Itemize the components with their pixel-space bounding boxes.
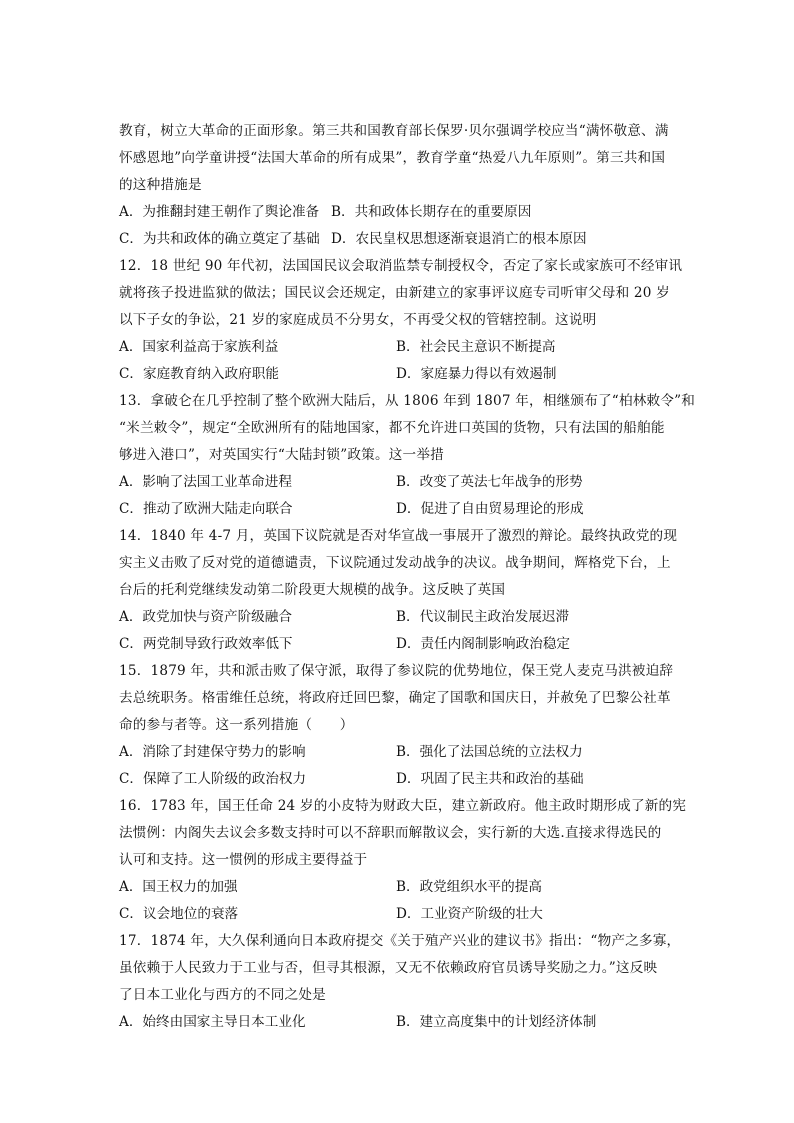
option-row xyxy=(119,874,681,901)
option-c: C．保障了工人阶级的政治权力 xyxy=(119,771,307,787)
option-d: D．家庭暴力得以有效遏制 xyxy=(396,366,557,382)
option-b: B．建立高度集中的计划经济体制 xyxy=(396,1014,597,1030)
stem-line: 去总统职务。格雷维任总统，将政府迁回巴黎，确定了国歌和国庆日，并赦免了巴黎公社革 xyxy=(119,690,671,706)
stem-line: 的这种措施是 xyxy=(119,177,202,193)
stem-line: 怀感恩地”向学童讲授“法国大革命的所有成果”，教育学童“热爱八九年原则”。第三共和国 xyxy=(119,150,666,166)
stem-line: 实主义击败了反对党的道德谴责，下议院通过发动战争的决议。战争期间，辉格党下台，上 xyxy=(119,555,671,571)
option-a: A．国王权力的加强 xyxy=(119,879,238,895)
option-row xyxy=(119,1009,681,1036)
question-17 xyxy=(119,928,681,1036)
option-b: B．政党组织水平的提高 xyxy=(396,879,542,895)
question-12 xyxy=(119,253,681,388)
stem-line: 就将孩子投进监狱的做法；国民议会还规定，由新建立的家事评议庭专司听审父母和 20 岁 xyxy=(119,285,670,301)
stem-line: 虽依赖于人民致力于工业与否，但寻其根源，又无不依赖政府官员诱导奖励之力。”这反映 xyxy=(119,960,658,976)
option-c: C．议会地位的衰落 xyxy=(119,906,239,922)
option-row xyxy=(119,361,681,388)
option-c: C．两党制导致行政效率低下 xyxy=(119,636,293,652)
question-13 xyxy=(119,388,696,523)
exam-page xyxy=(119,118,696,1036)
option-row xyxy=(119,631,681,658)
stem-line: 教育，树立大革命的正面形象。第三共和国教育部长保罗·贝尔强调学校应当“满怀敬意、满 xyxy=(119,123,669,139)
stem-line: 15．1879 年，共和派击败了保守派，取得了参议院的优势地位，保王党人麦克马洪被迫辞 xyxy=(119,663,674,679)
question-11-continuation xyxy=(119,118,681,253)
option-c: C．为共和政体的确立奠定了基础 xyxy=(119,231,320,247)
option-c: C．家庭教育纳入政府职能 xyxy=(119,366,279,382)
question-15 xyxy=(119,658,681,793)
option-b: B．社会民主意识不断提高 xyxy=(396,339,556,355)
option-d: D．农民皇权思想逐渐衰退消亡的根本原因 xyxy=(331,231,587,247)
option-d: D．巩固了民主共和政治的基础 xyxy=(396,771,584,787)
stem-line: 法惯例：内阁失去议会多数支持时可以不辞职而解散议会，实行新的大选.直接求得选民的 xyxy=(119,825,662,841)
stem-line: 了日本工业化与西方的不同之处是 xyxy=(119,987,326,1003)
stem-line: 13．拿破仑在几乎控制了整个欧洲大陆后，从 1806 年到 1807 年，相继颁布了“柏林敕令”和 xyxy=(119,393,696,409)
stem-line: 17．1874 年，大久保利通向日本政府提交《关于殖产兴业的建议书》指出：“物产之多寡， xyxy=(119,933,681,949)
question-16 xyxy=(119,793,687,928)
option-row xyxy=(119,496,681,523)
option-a: A．国家利益高于家族利益 xyxy=(119,339,279,355)
option-d: D．工业资产阶级的壮大 xyxy=(396,906,543,922)
stem-line: 够进入港口”，对英国实行“大陆封锁”政策。这一举措 xyxy=(119,447,444,463)
option-d: D．责任内阁制影响政治稳定 xyxy=(396,636,571,652)
option-a: A．消除了封建保守势力的影响 xyxy=(119,744,306,760)
option-row xyxy=(119,226,681,253)
option-d: D．促进了自由贸易理论的形成 xyxy=(396,501,584,517)
stem-line: 台后的托利党继续发动第二阶段更大规模的战争。这反映了英国 xyxy=(119,582,506,598)
stem-line: “米兰敕令”，规定“全欧洲所有的陆地国家，都不允许进口英国的货物，只有法国的船舶能 xyxy=(119,420,665,436)
question-14 xyxy=(119,523,681,658)
option-row xyxy=(119,199,681,226)
stem-line: 16．1783 年，国王任命 24 岁的小皮特为财政大臣，建立新政府。他主政时期形成了新的宪 xyxy=(119,798,687,814)
stem-line: 14．1840 年 4-7 月，英国下议院就是否对华宣战一事展开了激烈的辩论。最终执政党的现 xyxy=(119,528,678,544)
stem-line: 命的参与者等。这一系列措施（ ） xyxy=(119,717,354,733)
option-a: A．政党加快与资产阶级融合 xyxy=(119,609,292,625)
stem-line: 以下子女的争讼，21 岁的家庭成员不分男女，不再受父权的管辖控制。这说明 xyxy=(119,312,597,328)
option-row xyxy=(119,334,681,361)
option-c: C．推动了欧洲大陆走向联合 xyxy=(119,501,293,517)
option-a: A．影响了法国工业革命进程 xyxy=(119,474,292,490)
option-row xyxy=(119,766,681,793)
option-row xyxy=(119,604,681,631)
option-b: B．改变了英法七年战争的形势 xyxy=(396,474,583,490)
stem-line: 12．18 世纪 90 年代初，法国国民议会取消监禁专制授权令，否定了家长或家族可不经审讯 xyxy=(119,258,683,274)
stem-line: 认可和支持。这一惯例的形成主要得益于 xyxy=(119,852,368,868)
option-b: B．强化了法国总统的立法权力 xyxy=(396,744,583,760)
option-row xyxy=(119,901,681,928)
option-b: B．共和政体长期存在的重要原因 xyxy=(331,204,532,220)
option-b: B．代议制民主政治发展迟滞 xyxy=(396,609,570,625)
option-row xyxy=(119,469,681,496)
option-row xyxy=(119,739,681,766)
option-a: A．始终由国家主导日本工业化 xyxy=(119,1014,306,1030)
option-a: A．为推翻封建王朝作了舆论准备 xyxy=(119,204,320,220)
